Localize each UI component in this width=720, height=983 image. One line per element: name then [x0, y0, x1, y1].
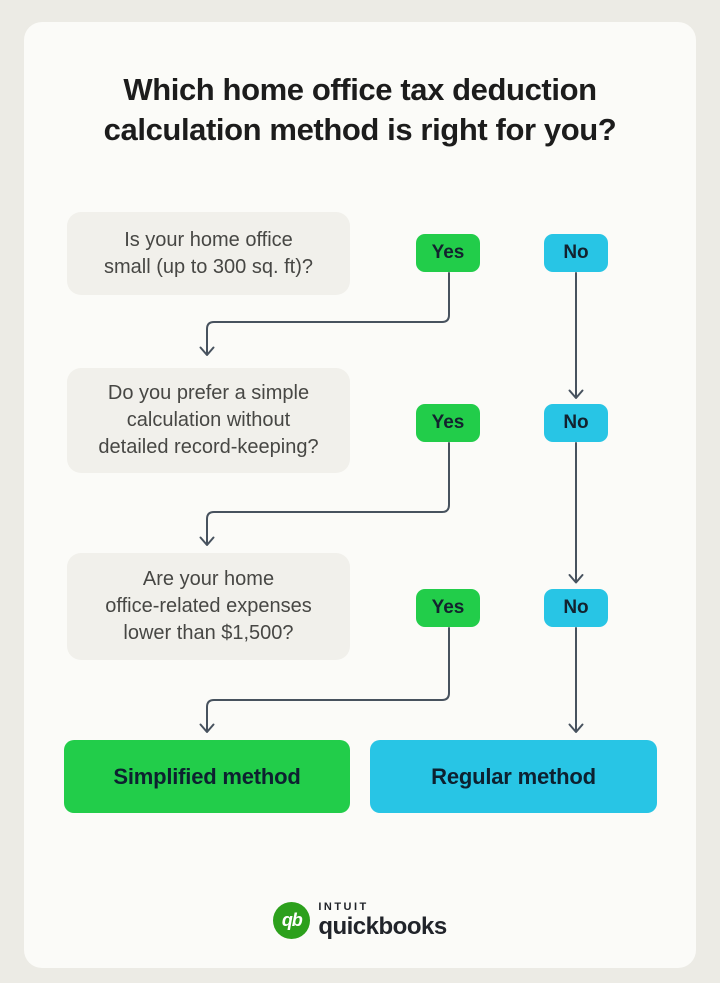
yes-badge-1: Yes	[416, 234, 480, 272]
question-box-3	[67, 553, 350, 660]
no-badge-1: No	[544, 234, 608, 272]
yes-badge-2: Yes	[416, 404, 480, 442]
infographic-card	[24, 22, 696, 968]
yes-badge-3: Yes	[416, 589, 480, 627]
page-title-line-1: Which home office tax deduction	[123, 72, 597, 107]
quickbooks-wordmark-text: quickbooks	[318, 913, 447, 940]
question-3-line-1: Are your home	[142, 568, 275, 590]
question-2-line-1: Do you prefer a simple	[107, 382, 310, 404]
page-title	[0, 70, 720, 150]
quickbooks-qb-icon: qb	[273, 902, 310, 939]
result-regular-method: Regular method	[370, 740, 657, 813]
quickbooks-logo	[0, 902, 720, 939]
question-3-line-2: office-related expenses	[105, 595, 312, 617]
question-box-2	[67, 368, 350, 473]
question-box-1	[67, 212, 350, 295]
no-badge-2: No	[544, 404, 608, 442]
question-3-line-3: lower than $1,500?	[123, 622, 294, 644]
page-title-line-2: calculation method is right for you?	[103, 112, 617, 147]
intuit-wordmark: INTUIT	[318, 901, 369, 913]
question-1-line-1: Is your home office	[124, 228, 293, 251]
quickbooks-wordmark	[318, 902, 446, 939]
question-2-line-3: detailed record-keeping?	[98, 436, 319, 458]
question-2-line-2: calculation without	[126, 409, 291, 431]
result-simplified-method: Simplified method	[64, 740, 350, 813]
question-1-line-2: small (up to 300 sq. ft)?	[104, 255, 313, 278]
no-badge-3: No	[544, 589, 608, 627]
